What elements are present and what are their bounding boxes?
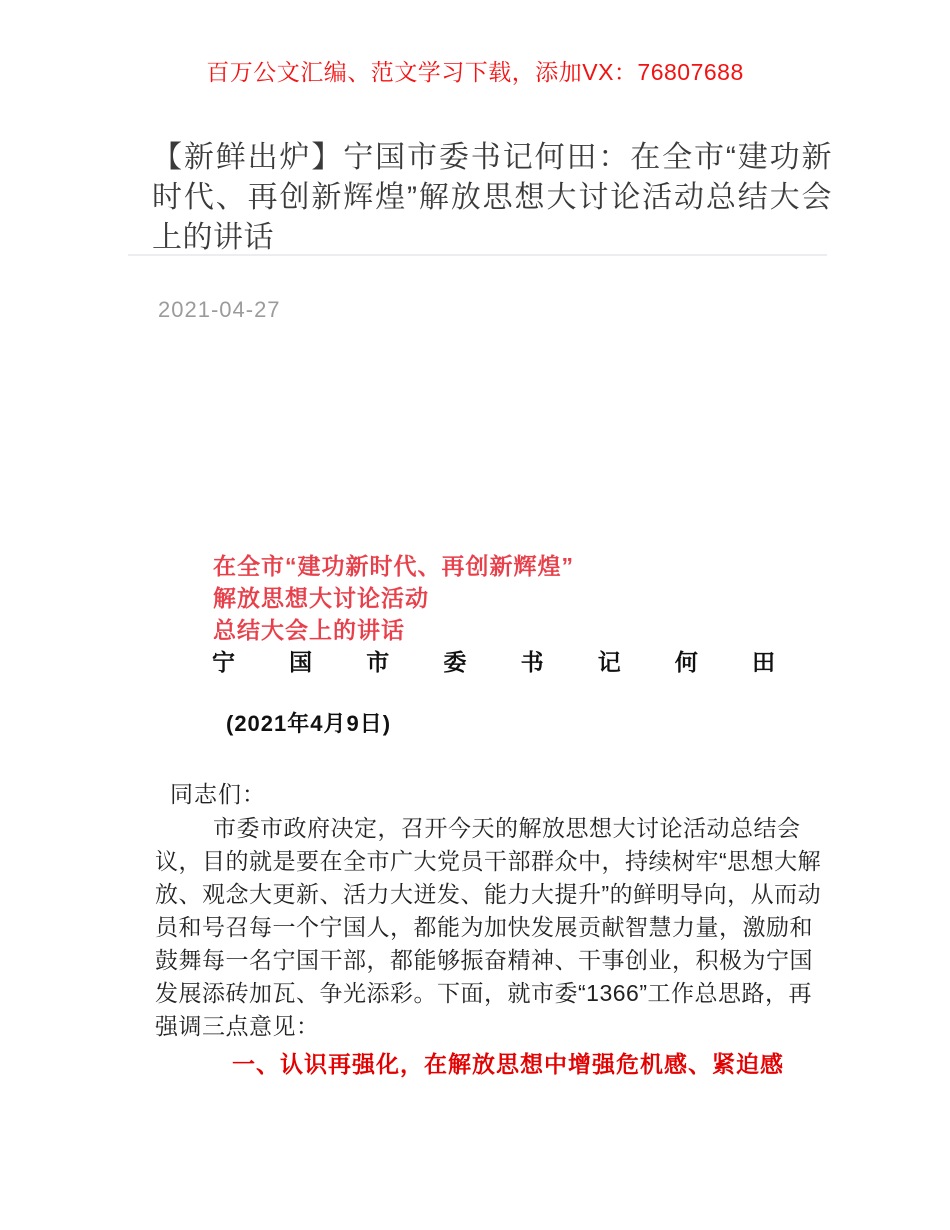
section-heading: 一、认识再强化，在解放思想中增强危机感、紧迫感	[232, 1051, 784, 1077]
salutation: 同志们：	[170, 781, 266, 807]
body-paragraph	[155, 812, 845, 1043]
speaker-char: 宁	[212, 649, 235, 675]
speaker-char: 国	[289, 649, 313, 675]
body-line: 强调三点意见：	[155, 1013, 320, 1039]
publish-date: 2021-04-27	[158, 297, 281, 322]
body-line: 市委市政府决定，召开今天的解放思想大讨论活动总结会	[213, 815, 801, 841]
speaker-line	[212, 644, 775, 677]
document-heading-line: 解放思想大讨论活动	[213, 585, 429, 611]
article-title: 【新鲜出炉】宁国市委书记何田：在全市“建功新时代、再创新辉煌”解放思想大讨论活动总结大会上的讲话	[152, 141, 832, 254]
speaker-char: 田	[751, 649, 775, 675]
document-heading-line: 总结大会上的讲话	[213, 617, 405, 643]
title-divider	[128, 254, 827, 256]
promo-banner-text: 百万公文汇编、范文学习下载，添加VX：76807688	[206, 59, 744, 85]
speaker-char: 委	[443, 649, 467, 675]
speaker-char: 何	[674, 649, 698, 675]
body-line: 放、观念大更新、活力大迸发、能力大提升”的鲜明导向，从而动	[155, 881, 822, 907]
speaker-char: 书	[520, 649, 544, 675]
body-line: 鼓舞每一名宁国干部，都能够振奋精神、干事创业，积极为宁国	[155, 947, 813, 973]
body-line: 发展添砖加瓦、争光添彩。下面，就市委“1366”工作总思路，再	[155, 980, 812, 1006]
speech-date: (2021年4月9日)	[226, 711, 392, 736]
document-heading-line: 在全市“建功新时代、再创新辉煌”	[213, 553, 574, 579]
body-line: 员和号召每一个宁国人，都能为加快发展贡献智慧力量，激励和	[155, 914, 813, 940]
body-line: 议，目的就是要在全市广大党员干部群众中，持续树牢“思想大解	[155, 848, 822, 874]
document-heading	[213, 550, 574, 646]
speaker-char: 记	[597, 649, 621, 675]
speaker-char: 市	[366, 649, 390, 675]
